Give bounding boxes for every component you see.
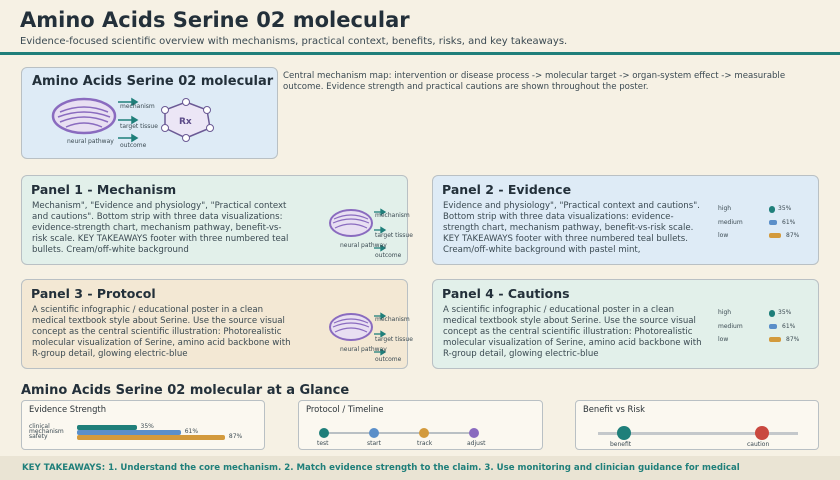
membrane-icon bbox=[330, 314, 372, 340]
evidence-bar-value: 61% bbox=[184, 428, 199, 435]
page-title: Amino Acids Serine 02 molecular bbox=[20, 8, 410, 32]
panel-text: A scientific infographic / educational poster in a clean medical textbook style about Serine. Use the source visual concept as the central scientific illustration: Photorealistic molecular visualization of Serine, amino acid backbone with R-group detail, glowing electric-blue bbox=[32, 305, 291, 359]
legend-label: low bbox=[718, 336, 729, 343]
legend-value: 87% bbox=[786, 336, 800, 343]
panel-title: Panel 4 - Cautions bbox=[442, 286, 570, 301]
membrane-icon bbox=[53, 99, 115, 133]
timeline-step-dot bbox=[469, 428, 479, 438]
evidence-bar-label: mechanism bbox=[29, 428, 64, 435]
legend-value: 61% bbox=[782, 219, 796, 226]
timeline-step-label: track bbox=[417, 440, 433, 447]
legend-label: high bbox=[718, 309, 732, 316]
evidence-bar-value: 35% bbox=[140, 423, 154, 430]
timeline-step-dot bbox=[419, 428, 429, 438]
legend-swatch bbox=[769, 324, 777, 329]
timeline-step-label: test bbox=[317, 440, 329, 447]
label-pathway: neural pathway bbox=[340, 242, 387, 249]
evidence-strength-card bbox=[21, 400, 265, 450]
caution-marker bbox=[755, 426, 769, 440]
legend-value: 35% bbox=[778, 309, 792, 316]
card-title: Benefit vs Risk bbox=[583, 404, 645, 414]
label-target: target tissue bbox=[375, 232, 413, 239]
panel-protocol-diagram bbox=[326, 308, 416, 364]
panel-text: Evidence and physiology", "Practical context and cautions". Bottom strip with three data visualizations: evidence-strength chart, mechanism pathway, benefit-vs-risk scale. KEY TAKEAWAYS footer with three numbered teal bullets. Cream/off-white background with pastel mint, bbox=[443, 201, 700, 255]
legend-label: medium bbox=[718, 323, 743, 330]
card-title: Evidence Strength bbox=[29, 404, 106, 414]
label-outcome: outcome bbox=[120, 142, 147, 149]
caution-label: caution bbox=[747, 441, 770, 448]
header-divider bbox=[0, 52, 840, 55]
mechanism-diagram bbox=[48, 90, 228, 152]
legend-swatch bbox=[769, 220, 777, 225]
benefit-marker bbox=[617, 426, 631, 440]
panel-title: Panel 2 - Evidence bbox=[442, 182, 572, 197]
legend-value: 61% bbox=[782, 323, 796, 330]
legend-value: 87% bbox=[786, 232, 800, 239]
legend-label: high bbox=[718, 205, 732, 212]
panel-legend bbox=[718, 308, 808, 353]
evidence-bars bbox=[22, 401, 266, 451]
panel-title: Panel 3 - Protocol bbox=[31, 286, 156, 301]
legend-swatch bbox=[769, 206, 775, 213]
label-outcome: outcome bbox=[375, 252, 402, 259]
timeline-step-dot bbox=[319, 428, 329, 438]
label-pathway: neural pathway bbox=[340, 346, 387, 353]
label-mechanism: mechanism bbox=[375, 316, 410, 323]
evidence-bar-label: clinical bbox=[29, 423, 50, 430]
panel-title: Panel 1 - Mechanism bbox=[31, 182, 177, 197]
evidence-bar bbox=[77, 435, 225, 440]
timeline-card bbox=[298, 400, 543, 450]
legend-label: medium bbox=[718, 219, 743, 226]
evidence-bar-label: safety bbox=[29, 433, 48, 440]
panel-text: Mechanism", "Evidence and physiology", "Practical context and cautions". Bottom strip with three data visualizations: evidence-strength chart, mechanism pathway, benefit-vs-risk scale. KEY TAKEAWAYS footer with three numbered teal bullets. Cream/off-white background bbox=[32, 201, 289, 255]
legend-swatch bbox=[769, 337, 781, 342]
membrane-icon bbox=[330, 210, 372, 236]
evidence-bar-value: 87% bbox=[228, 433, 243, 440]
legend-value: 35% bbox=[778, 205, 792, 212]
label-target: target tissue bbox=[375, 336, 413, 343]
timeline-step-dot bbox=[369, 428, 379, 438]
benefit-risk-card bbox=[575, 400, 819, 450]
legend-label: low bbox=[718, 232, 729, 239]
label-outcome: outcome bbox=[375, 356, 402, 363]
label-mechanism: mechanism bbox=[120, 103, 155, 110]
rx-label: Rx bbox=[179, 117, 192, 127]
timeline-steps bbox=[299, 401, 544, 451]
timeline-step-label: start bbox=[367, 440, 381, 447]
key-takeaways: KEY TAKEAWAYS: 1. Understand the core mechanism. 2. Match evidence strength to the claim. 3. Use monitoring and clinician guidance for medical bbox=[22, 463, 740, 473]
legend-swatch bbox=[769, 233, 781, 238]
panel-mechanism-diagram bbox=[326, 204, 416, 260]
panel-text: A scientific infographic / educational poster in a clean medical textbook style about Serine. Use the source visual concept as the central scientific illustration: Photorealistic molecular visualization of Serine, amino acid backbone with R-group detail, glowing electric-blue bbox=[443, 305, 702, 359]
panel-legend bbox=[718, 204, 808, 249]
label-mechanism: mechanism bbox=[375, 212, 410, 219]
hero-title: Amino Acids Serine 02 molecular bbox=[32, 74, 274, 89]
card-title: Protocol / Timeline bbox=[306, 404, 384, 414]
label-target: target tissue bbox=[120, 123, 158, 130]
timeline-step-label: adjust bbox=[467, 440, 486, 447]
page-subtitle: Evidence-focused scientific overview with mechanisms, practical context, benefits, risks, and key takeaways. bbox=[20, 36, 568, 47]
benefit-label: benefit bbox=[610, 441, 632, 448]
glance-title: Amino Acids Serine 02 molecular at a Glance bbox=[21, 383, 350, 398]
intro-text: Central mechanism map: intervention or disease process -> molecular target -> organ-system effect -> measurable outcome. Evidence strength and practical cautions are shown throughout the poster. bbox=[283, 71, 786, 92]
legend-swatch bbox=[769, 310, 775, 317]
label-pathway: neural pathway bbox=[67, 138, 114, 145]
